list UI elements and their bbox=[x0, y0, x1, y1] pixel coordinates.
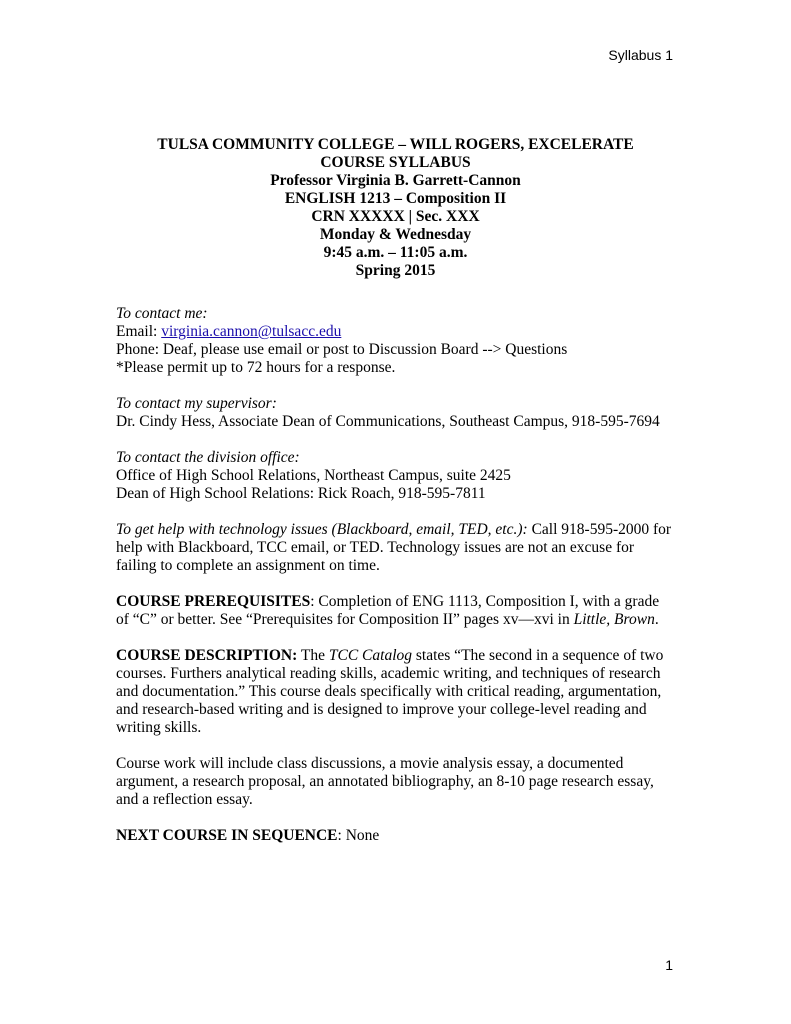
next-course-line bbox=[116, 827, 676, 845]
document-type: COURSE SYLLABUS bbox=[320, 154, 471, 171]
phone-line: Phone: Deaf, please use email or post to Discussion Board --> Questions bbox=[116, 341, 568, 358]
description-section bbox=[116, 647, 676, 737]
coursework-section bbox=[116, 755, 676, 809]
next-course-label: NEXT COURSE IN SEQUENCE bbox=[116, 827, 338, 844]
contact-me-section bbox=[116, 305, 676, 377]
email-link[interactable]: virginia.cannon@tulsacc.edu bbox=[161, 323, 342, 340]
tech-help-line-2: help with Blackboard, TCC email, or TED. Technology issues are not an excuse for bbox=[116, 539, 635, 556]
description-line-2: courses. Furthers analytical reading skills, academic writing, and techniques of research bbox=[116, 665, 661, 682]
coursework-line-3: and a reflection essay. bbox=[116, 791, 253, 808]
contact-me-heading: To contact me: bbox=[116, 305, 208, 322]
response-note: *Please permit up to 72 hours for a response. bbox=[116, 359, 396, 376]
running-head: Syllabus 1 bbox=[608, 47, 673, 63]
supervisor-heading: To contact my supervisor: bbox=[116, 395, 277, 412]
coursework-line-2: argument, a research proposal, an annotated bibliography, an 8-10 page research essay, bbox=[116, 773, 654, 790]
meeting-days: Monday & Wednesday bbox=[319, 226, 472, 243]
description-quote-start: states “The second in a sequence of two bbox=[412, 647, 664, 664]
syllabus-body bbox=[116, 305, 676, 863]
prerequisites-reference: of “C” or better. See “Prerequisites for Composition II” pages xv—xvi in bbox=[116, 611, 574, 628]
email-line bbox=[116, 323, 676, 341]
next-course-section bbox=[116, 827, 676, 845]
tech-help-heading: To get help with technology issues (Blackboard, email, TED, etc.): bbox=[116, 521, 528, 538]
description-line-4: and research-based writing and is designed to improve your college-level reading and bbox=[116, 701, 647, 718]
prerequisites-label: COURSE PREREQUISITES bbox=[116, 593, 311, 610]
tech-help-phone: Call 918-595-2000 for bbox=[527, 521, 672, 538]
coursework-line-1: Course work will include class discussions, a movie analysis essay, a documented bbox=[116, 755, 624, 772]
tech-help-section bbox=[116, 521, 676, 575]
professor-name: Professor Virginia B. Garrett-Cannon bbox=[270, 172, 521, 189]
prerequisites-text: : Completion of ENG 1113, Composition I, with a grade bbox=[310, 593, 660, 610]
meeting-time: 9:45 a.m. – 11:05 a.m. bbox=[323, 244, 468, 261]
prerequisites-section bbox=[116, 593, 676, 629]
prerequisites-end: . bbox=[654, 611, 659, 628]
crn-section: CRN XXXXX | Sec. XXX bbox=[311, 208, 480, 225]
tech-help-line-1 bbox=[116, 521, 676, 539]
description-line-5: writing skills. bbox=[116, 719, 202, 736]
term: Spring 2015 bbox=[355, 262, 436, 279]
textbook-title: Little, Brown bbox=[573, 611, 655, 628]
tech-help-line-3: failing to complete an assignment on time. bbox=[116, 557, 380, 574]
college-name: TULSA COMMUNITY COLLEGE – WILL ROGERS, EXCELERATE bbox=[157, 136, 634, 153]
division-office-location: Office of High School Relations, Northeast Campus, suite 2425 bbox=[116, 467, 511, 484]
prerequisites-line-2 bbox=[116, 611, 676, 629]
supervisor-section bbox=[116, 395, 676, 431]
title-block bbox=[116, 136, 675, 280]
email-label: Email: bbox=[116, 323, 162, 340]
next-course-value: : None bbox=[337, 827, 380, 844]
course-title: ENGLISH 1213 – Composition II bbox=[284, 190, 507, 207]
division-office-section bbox=[116, 449, 676, 503]
prerequisites-line-1 bbox=[116, 593, 676, 611]
page-number: 1 bbox=[665, 957, 673, 973]
division-office-heading: To contact the division office: bbox=[116, 449, 300, 466]
description-line-3: and documentation.” This course deals specifically with critical reading, argumentation, bbox=[116, 683, 662, 700]
supervisor-contact: Dr. Cindy Hess, Associate Dean of Communications, Southeast Campus, 918-595-7694 bbox=[116, 413, 660, 430]
description-the: The bbox=[297, 647, 329, 664]
catalog-title: TCC Catalog bbox=[328, 647, 412, 664]
division-dean-contact: Dean of High School Relations: Rick Roach, 918-595-7811 bbox=[116, 485, 486, 502]
description-line-1 bbox=[116, 647, 676, 665]
description-label: COURSE DESCRIPTION: bbox=[116, 647, 298, 664]
